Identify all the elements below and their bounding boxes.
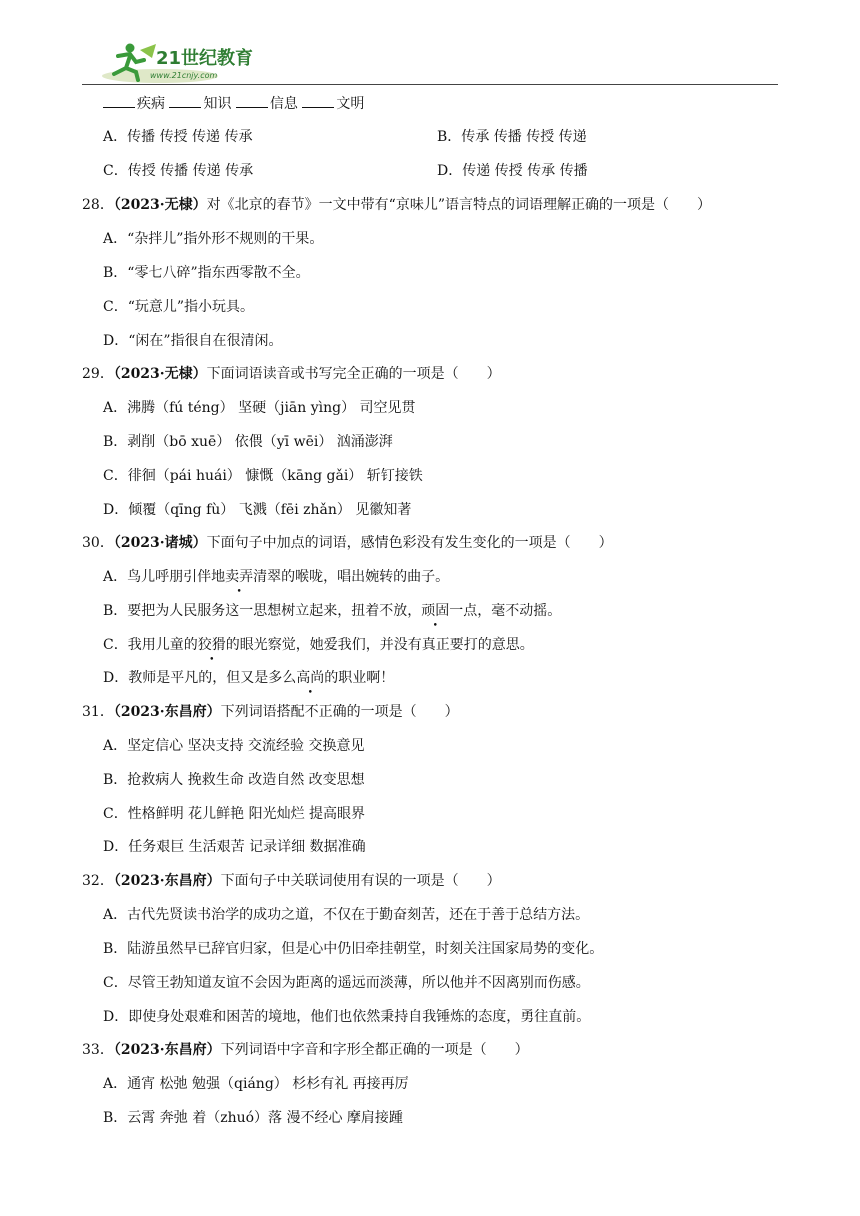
dotted-word: 狡猾 — [197, 637, 226, 653]
q31-option-d[interactable]: D．任务艰巨 生活艰苦 记录详细 数据准确 — [103, 839, 366, 855]
dotted-word: 高尚 — [296, 670, 325, 686]
q29-option-b[interactable]: B．剥削（bō xuē） 依偎（yī wēi） 汹涌澎湃 — [103, 434, 393, 450]
dotted-word: 顽固 — [421, 603, 450, 619]
q29-option-a[interactable]: A．沸腾（fú téng） 坚硬（jiān yìng） 司空见贯 — [103, 400, 416, 416]
q29-option-c[interactable]: C．徘徊（pái huái） 慷慨（kāng gǎi） 斩钉接铁 — [103, 468, 423, 484]
q30-option-b[interactable]: B．要把为人民服务这一思想树立起来，扭着不放，顽固一点，毫不动摇。 — [103, 603, 562, 619]
q27-option-b[interactable]: B．传承 传播 传授 传递 — [437, 129, 587, 145]
svg-text:www.21cnjy.com: www.21cnjy.com — [150, 71, 218, 80]
q28-option-d[interactable]: D．“闲在”指很自在很清闲。 — [103, 333, 283, 349]
q32-option-c[interactable]: C．尽管王勃知道友谊不会因为距离的遥远而淡薄，所以他并不因离别而伤感。 — [103, 975, 590, 991]
q30-stem: 30．（2023·诸城）下面句子中加点的词语，感情色彩没有发生变化的一项是（ ） — [82, 535, 613, 551]
q31-stem: 31．（2023·东昌府）下列词语搭配不正确的一项是（ ） — [82, 704, 459, 720]
q28-option-c[interactable]: C．“玩意儿”指小玩具。 — [103, 299, 255, 315]
page-header — [0, 0, 860, 90]
q30-option-a[interactable]: A．鸟儿呼朋引伴地卖弄清翠的喉咙，唱出婉转的曲子。 — [103, 569, 450, 585]
site-logo — [100, 40, 270, 86]
q28-stem: 28．（2023·无棣）对《北京的春节》一文中带有“京味儿”语言特点的词语理解正确的一项是（ ） — [82, 197, 711, 213]
q28-option-a[interactable]: A．“杂拌儿”指外形不规则的干果。 — [103, 231, 324, 247]
q27-blanks: 疾病 知识 信息 文明 — [103, 93, 364, 114]
q32-stem: 32．（2023·东昌府）下面句子中关联词使用有误的一项是（ ） — [82, 873, 501, 889]
q27-option-a[interactable]: A．传播 传授 传递 传承 — [103, 129, 253, 145]
dotted-word: 卖弄 — [225, 569, 254, 585]
q32-option-b[interactable]: B．陆游虽然早已辞官归家，但是心中仍旧牵挂朝堂，时刻关注国家局势的变化。 — [103, 941, 604, 957]
q31-option-b[interactable]: B．抢救病人 挽救生命 改造自然 改变思想 — [103, 772, 365, 788]
svg-text:21世纪教育: 21世纪教育 — [156, 48, 254, 69]
q33-option-b[interactable]: B．云霄 奔弛 着（zhuó）落 漫不经心 摩肩接踵 — [103, 1110, 403, 1126]
q27-option-d[interactable]: D．传递 传授 传承 传播 — [437, 163, 588, 179]
header-divider — [82, 84, 778, 85]
q32-option-a[interactable]: A．古代先贤读书治学的成功之道，不仅在于勤奋刻苦，还在于善于总结方法。 — [103, 907, 590, 923]
q31-option-c[interactable]: C．性格鲜明 花儿鲜艳 阳光灿烂 提高眼界 — [103, 806, 366, 822]
q28-option-b[interactable]: B．“零七八碎”指东西零散不全。 — [103, 265, 310, 281]
q33-option-a[interactable]: A．通宵 松弛 勉强（qiáng） 杉杉有礼 再接再厉 — [103, 1076, 409, 1092]
q31-option-a[interactable]: A．坚定信心 坚决支持 交流经验 交换意见 — [103, 738, 365, 754]
q33-stem: 33．（2023·东昌府）下列词语中字音和字形全都正确的一项是（ ） — [82, 1042, 529, 1058]
q29-option-d[interactable]: D．倾覆（qīng fù） 飞溅（fēi zhǎn） 见徽知著 — [103, 502, 412, 518]
q30-option-d[interactable]: D．教师是平凡的，但又是多么高尚的职业啊！ — [103, 670, 395, 686]
q27-option-c[interactable]: C．传授 传播 传递 传承 — [103, 163, 254, 179]
q29-stem: 29．（2023·无棣）下面词语读音或书写完全正确的一项是（ ） — [82, 366, 501, 382]
q30-option-c[interactable]: C．我用儿童的狡猾的眼光察觉，她爱我们，并没有真正要打的意思。 — [103, 637, 534, 653]
q32-option-d[interactable]: D．即使身处艰难和困苦的境地，他们也依然秉持自我锤炼的态度，勇往直前。 — [103, 1009, 591, 1025]
